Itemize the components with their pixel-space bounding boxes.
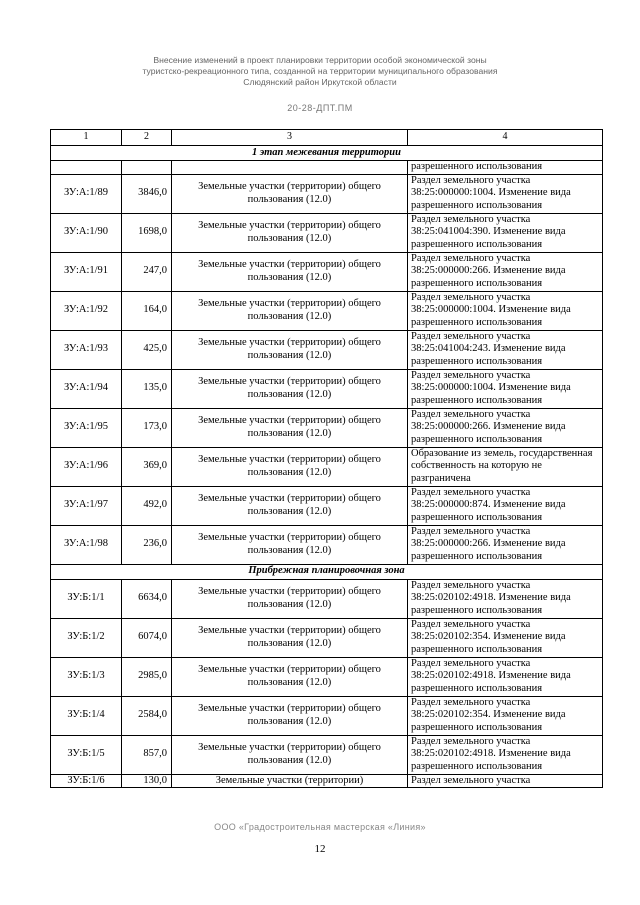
plot-type: Земельные участки (территории) общего пользования (12.0) <box>172 213 408 252</box>
plot-type: Земельные участки (территории) общего пользования (12.0) <box>172 291 408 330</box>
table-row <box>51 252 603 291</box>
table-row <box>51 486 603 525</box>
plot-note: Раздел земельного участка 38:25:041004:390. Изменение вида разрешенного использования <box>408 213 603 252</box>
column-number: 3 <box>172 130 408 146</box>
plot-note: Раздел земельного участка 38:25:000000:266. Изменение вида разрешенного использования <box>408 408 603 447</box>
table-cell <box>172 161 408 175</box>
plot-note: Раздел земельного участка <box>408 774 603 788</box>
plot-type: Земельные участки (территории) общего пользования (12.0) <box>172 252 408 291</box>
plot-id: ЗУ:Б:1/5 <box>51 735 122 774</box>
document-code: 20-28-ДПТ.ПМ <box>287 103 353 113</box>
plot-type: Земельные участки (территории) общего пользования (12.0) <box>172 618 408 657</box>
table-row <box>51 447 603 486</box>
plot-id: ЗУ:А:1/93 <box>51 330 122 369</box>
column-number: 4 <box>408 130 603 146</box>
plot-area: 247,0 <box>122 252 172 291</box>
table-row <box>51 330 603 369</box>
plot-type: Земельные участки (территории) общего пользования (12.0) <box>172 330 408 369</box>
plot-area: 6074,0 <box>122 618 172 657</box>
plot-area: 857,0 <box>122 735 172 774</box>
plot-id: ЗУ:А:1/98 <box>51 525 122 564</box>
header-line-1: Внесение изменений в проект планировки территории особой экономической зоны <box>153 55 487 65</box>
table-row <box>51 408 603 447</box>
continuation-row <box>51 161 603 175</box>
continuation-note: разрешенного использования <box>408 161 603 175</box>
plot-id: ЗУ:А:1/97 <box>51 486 122 525</box>
plot-note: Раздел земельного участка 38:25:000000:1004. Изменение вида разрешенного использования <box>408 291 603 330</box>
header-line-3: Слюдянский район Иркутской области <box>243 77 397 87</box>
table-row <box>51 174 603 213</box>
plot-type: Земельные участки (территории) общего пользования (12.0) <box>172 525 408 564</box>
plot-note: Раздел земельного участка 38:25:000000:266. Изменение вида разрешенного использования <box>408 252 603 291</box>
plot-note: Раздел земельного участка 38:25:020102:4918. Изменение вида разрешенного использования <box>408 657 603 696</box>
plot-id: ЗУ:Б:1/1 <box>51 579 122 618</box>
plot-id: ЗУ:А:1/94 <box>51 369 122 408</box>
plot-type: Земельные участки (территории) общего пользования (12.0) <box>172 447 408 486</box>
plot-id: ЗУ:А:1/89 <box>51 174 122 213</box>
table-row <box>51 696 603 735</box>
plot-id: ЗУ:А:1/96 <box>51 447 122 486</box>
plot-area: 2985,0 <box>122 657 172 696</box>
table-row <box>51 579 603 618</box>
table-row <box>51 735 603 774</box>
plot-id: ЗУ:Б:1/3 <box>51 657 122 696</box>
column-number: 2 <box>122 130 172 146</box>
plot-id: ЗУ:Б:1/4 <box>51 696 122 735</box>
column-number: 1 <box>51 130 122 146</box>
plot-note: Раздел земельного участка 38:25:020102:354. Изменение вида разрешенного использования <box>408 618 603 657</box>
section-title: Прибрежная планировочная зона <box>51 564 603 579</box>
header-line-2: туристско-рекреационного типа, созданной на территории муниципального образования <box>142 66 498 76</box>
plot-note: Раздел земельного участка 38:25:020102:4918. Изменение вида разрешенного использования <box>408 579 603 618</box>
table-row <box>51 618 603 657</box>
plot-area: 135,0 <box>122 369 172 408</box>
plot-area: 173,0 <box>122 408 172 447</box>
plot-type: Земельные участки (территории) общего пользования (12.0) <box>172 657 408 696</box>
company-footer: ООО «Градостроительная мастерская «Линия» <box>214 822 426 832</box>
document-header <box>60 55 580 88</box>
plot-area: 130,0 <box>122 774 172 788</box>
table-row <box>51 291 603 330</box>
plot-area: 1698,0 <box>122 213 172 252</box>
plot-id: ЗУ:А:1/92 <box>51 291 122 330</box>
page-number: 12 <box>314 843 326 855</box>
plot-note: Раздел земельного участка 38:25:020102:354. Изменение вида разрешенного использования <box>408 696 603 735</box>
plot-type: Земельные участки (территории) общего пользования (12.0) <box>172 735 408 774</box>
plot-type: Земельные участки (территории) общего пользования (12.0) <box>172 486 408 525</box>
table-row <box>51 369 603 408</box>
plot-note: Раздел земельного участка 38:25:000000:874. Изменение вида разрешенного использования <box>408 486 603 525</box>
plot-type: Земельные участки (территории) общего пользования (12.0) <box>172 696 408 735</box>
plot-area: 236,0 <box>122 525 172 564</box>
plot-type: Земельные участки (территории) общего пользования (12.0) <box>172 174 408 213</box>
plot-id: ЗУ:А:1/91 <box>51 252 122 291</box>
section-row <box>51 564 603 579</box>
plot-note: Образование из земель, государственная собственность на которую не разграничена <box>408 447 603 486</box>
plot-id: ЗУ:А:1/95 <box>51 408 122 447</box>
plot-note: Раздел земельного участка 38:25:041004:243. Изменение вида разрешенного использования <box>408 330 603 369</box>
table-row <box>51 213 603 252</box>
plot-area: 492,0 <box>122 486 172 525</box>
section-title: 1 этап межевания территории <box>51 146 603 161</box>
plot-type: Земельные участки (территории) <box>172 774 408 788</box>
section-row <box>51 146 603 161</box>
column-number-row <box>51 130 603 146</box>
plot-area: 2584,0 <box>122 696 172 735</box>
plot-type: Земельные участки (территории) общего пользования (12.0) <box>172 579 408 618</box>
plot-id: ЗУ:Б:1/6 <box>51 774 122 788</box>
plot-id: ЗУ:Б:1/2 <box>51 618 122 657</box>
table-row <box>51 774 603 788</box>
plot-note: Раздел земельного участка 38:25:020102:4918. Изменение вида разрешенного использования <box>408 735 603 774</box>
table-row <box>51 657 603 696</box>
plot-type: Земельные участки (территории) общего пользования (12.0) <box>172 369 408 408</box>
plot-area: 369,0 <box>122 447 172 486</box>
plot-note: Раздел земельного участка 38:25:000000:266. Изменение вида разрешенного использования <box>408 525 603 564</box>
plot-note: Раздел земельного участка 38:25:000000:1004. Изменение вида разрешенного использования <box>408 174 603 213</box>
plot-note: Раздел земельного участка 38:25:000000:1004. Изменение вида разрешенного использования <box>408 369 603 408</box>
plot-type: Земельные участки (территории) общего пользования (12.0) <box>172 408 408 447</box>
plot-area: 3846,0 <box>122 174 172 213</box>
table-cell <box>51 161 122 175</box>
table-row <box>51 525 603 564</box>
plot-area: 164,0 <box>122 291 172 330</box>
plot-id: ЗУ:А:1/90 <box>51 213 122 252</box>
plot-area: 6634,0 <box>122 579 172 618</box>
land-plots-table <box>50 129 603 788</box>
plot-area: 425,0 <box>122 330 172 369</box>
table-cell <box>122 161 172 175</box>
